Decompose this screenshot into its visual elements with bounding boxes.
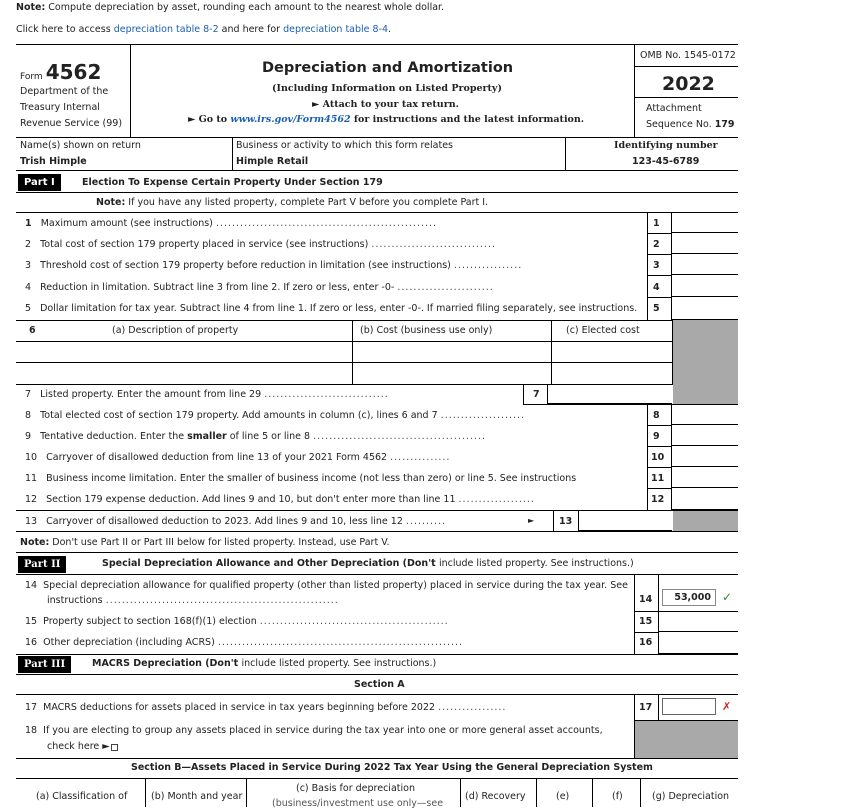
line-11-amount[interactable] — [672, 467, 738, 488]
line-12-bottom-rule — [16, 510, 738, 511]
line-1-row: 1 Maximum amount (see instructions) ....................................................... — [25, 218, 438, 229]
line-13-row: 13 Carryover of disallowed deduction to 2023. Add lines 9 and 10, less line 12 .......... — [25, 516, 447, 527]
line-1-box-rule — [647, 233, 671, 234]
goto-instruction: ► Go to www.irs.gov/Form4562 for instructions and the latest information. — [188, 114, 585, 125]
top-note: Note: Compute depreciation by asset, rounding each amount to the nearest whole dollar. — [16, 2, 445, 13]
line-6-elected-1[interactable] — [552, 342, 671, 361]
line-13-shaded — [673, 510, 738, 531]
section-a-heading: Section A — [354, 679, 405, 690]
line-8-box: 8 — [653, 410, 660, 421]
line-4-amount[interactable] — [672, 275, 738, 297]
line-9-box-rule — [647, 446, 671, 447]
ident-bottom-rule — [16, 170, 738, 171]
group-assets-checkbox[interactable] — [111, 744, 118, 751]
sec-b-divider-4 — [536, 778, 537, 807]
line-7-box-left — [523, 384, 524, 404]
col-a-header: (a) Description of property — [112, 325, 239, 336]
part-3-rule — [16, 674, 738, 675]
ident-divider-2 — [565, 137, 566, 170]
name-value: Trish Himple — [20, 156, 87, 167]
box-col2-left — [647, 404, 648, 510]
line-2-row: 2 Total cost of section 179 property placed in service (see instructions) ............................... — [25, 239, 496, 250]
line-18-row: 18 If you are electing to group any assets placed in service during the tax year into one or more general asset accounts, — [25, 725, 603, 736]
line-8-box-rule — [647, 425, 671, 426]
line-13-amount[interactable] — [579, 510, 672, 531]
omb-number: OMB No. 1545-0172 — [640, 50, 736, 61]
form-number: Form 4562 — [20, 60, 102, 84]
form-subtitle: (Including Information on Listed Property) — [272, 83, 502, 94]
sec-b-divider-3 — [460, 778, 461, 807]
line-7-box: 7 — [533, 389, 540, 400]
cross-icon: ✗ — [722, 700, 732, 713]
line-5-row: 5 Dollar limitation for tax year. Subtract line 4 from line 1. If zero or less, enter -0-. If married filing separately, see instructions. — [25, 303, 638, 314]
line-17-box: 17 — [639, 702, 653, 713]
irs-form-link[interactable]: www.irs.gov/Form4562 — [230, 114, 351, 125]
section-b-rule — [16, 778, 738, 779]
line-6-top-rule — [16, 320, 738, 321]
line-13-box: 13 — [559, 516, 573, 527]
line-7-row: 7 Listed property. Enter the amount from line 29 ............................... — [25, 389, 389, 400]
line-3-box: 3 — [653, 260, 660, 271]
line-4-box-rule — [647, 297, 671, 298]
sec-b-col-b: (b) Month and year — [151, 791, 243, 802]
department: Department of the Treasury Internal Revenue Service (99) — [20, 86, 123, 129]
line-11-box: 11 — [651, 473, 665, 484]
tax-year: 2022 — [662, 73, 715, 95]
part-2-end-rule — [16, 654, 738, 655]
sec-b-divider-1 — [145, 778, 146, 807]
part-1-title: Election To Expense Certain Property Under Section 179 — [82, 177, 383, 188]
line-9-amount[interactable] — [672, 425, 738, 446]
part-1-note-rule — [16, 212, 738, 213]
line-1-amount[interactable] — [672, 212, 738, 233]
line-16-amount[interactable] — [659, 632, 738, 654]
check-icon: ✓ — [722, 590, 733, 604]
attach-instruction: ► Attach to your tax return. — [312, 99, 459, 110]
line-17-input[interactable] — [662, 698, 716, 715]
section-b-heading: Section B—Assets Placed in Service During 2022 Tax Year Using the General Depreciation System — [131, 762, 653, 773]
line-8-amount[interactable] — [672, 404, 738, 425]
part-2-box-left — [634, 574, 635, 654]
col-c-header: (c) Elected cost — [566, 325, 640, 336]
line-6-cost-2[interactable] — [353, 363, 550, 383]
line-14-row: 14 Special depreciation allowance for qualified property (other than listed property) placed in service during the tax year. See — [25, 580, 628, 591]
line-12-box: 12 — [651, 494, 665, 505]
header-divider-left — [130, 44, 131, 137]
line-4-box: 4 — [653, 282, 660, 293]
name-label: Name(s) shown on return — [20, 140, 141, 151]
line-5-amount[interactable] — [672, 297, 738, 320]
part-2-tag: Part II — [18, 556, 66, 573]
header-bottom-rule — [16, 137, 738, 138]
header-divider-right — [634, 44, 635, 137]
line-6-cost-1[interactable] — [353, 342, 550, 361]
line-6-number: 6 — [29, 325, 36, 336]
line-3-row: 3 Threshold cost of section 179 property before reduction in limitation (see instructions) ................. — [25, 260, 523, 271]
line-10-row: 10 Carryover of disallowed deduction from line 13 of your 2021 Form 4562 ............... — [25, 452, 451, 463]
id-value: 123-45-6789 — [632, 156, 700, 167]
part-3-tag: Part III — [18, 656, 71, 673]
line-12-amount[interactable] — [672, 488, 738, 510]
sec-b-col-e: (e) — [556, 791, 570, 802]
part-2-title: Special Depreciation Allowance and Other Depreciation (Don't include listed property. See instructions.) — [102, 558, 634, 569]
omb-rule — [634, 66, 738, 67]
sec-b-col-c-cont: (business/investment use only—see — [272, 798, 444, 809]
line-2-box: 2 — [653, 239, 660, 250]
line-10-amount[interactable] — [672, 446, 738, 467]
sec-b-col-g: (g) Depreciation — [652, 791, 730, 802]
line-6-desc-1[interactable] — [17, 342, 351, 361]
year-rule — [634, 97, 738, 98]
sec-b-col-a: (a) Classification of — [36, 791, 128, 802]
business-label: Business or activity to which this form relates — [236, 140, 453, 151]
line-4-row: 4 Reduction in limitation. Subtract line 3 from line 2. If zero or less, enter -0- ........................ — [25, 282, 494, 293]
line-14-input[interactable]: 53,000 — [662, 589, 716, 606]
line-13-box-left — [553, 510, 554, 531]
line-14-box: 14 — [639, 594, 653, 605]
line-5-box: 5 — [653, 303, 660, 314]
table-links-note: Click here to access depreciation table 8-2 and here for depreciation table 8-4. — [16, 24, 392, 35]
line-10-box-rule — [647, 467, 671, 468]
line-2-box-rule — [647, 254, 671, 255]
line-15-box: 15 — [639, 616, 653, 627]
line-10-box: 10 — [651, 452, 665, 463]
id-label: Identifying number — [614, 140, 718, 151]
part-1-rule — [16, 192, 738, 193]
line-2-amount[interactable] — [672, 233, 738, 254]
depreciation-table-8-4-link[interactable]: depreciation table 8-4 — [283, 24, 389, 35]
note-2-rule — [16, 552, 738, 553]
sec-b-col-f: (f) — [612, 791, 623, 802]
line-16-row: 16 Other depreciation (including ACRS) ............................................................. — [25, 637, 464, 648]
business-value: Himple Retail — [236, 156, 309, 167]
line-8-row: 8 Total elected cost of section 179 property. Add amounts in column (c), lines 6 and 7 ..................... — [25, 410, 526, 421]
line-3-box-rule — [647, 275, 671, 276]
line-11-row: 11 Business income limitation. Enter the smaller of business income (not less than zero) or line 5. See instructions — [25, 473, 577, 484]
part-3-title: MACRS Depreciation (Don't include listed property. See instructions.) — [92, 658, 437, 669]
line-18-shaded — [635, 721, 738, 758]
line-6-desc-2[interactable] — [17, 363, 351, 383]
part-1-end-rule — [16, 531, 738, 532]
part-2-pre-note: Note: Don't use Part II or Part III below for listed property. Instead, use Part V. — [20, 537, 390, 548]
sec-b-col-d: (d) Recovery — [465, 791, 526, 802]
sequence-number: Sequence No. 179 — [646, 119, 735, 130]
line-7-amount[interactable] — [548, 384, 672, 404]
part-1-tag: Part I — [18, 174, 61, 191]
part-2-rule — [16, 574, 738, 575]
line-16-box: 16 — [639, 637, 653, 648]
sec-b-divider-2 — [246, 778, 247, 807]
form-title: Depreciation and Amortization — [262, 60, 514, 76]
line-3-amount[interactable] — [672, 254, 738, 275]
line-18-row-cont: check here ► — [47, 741, 110, 752]
line-1-box: 1 — [653, 218, 660, 229]
arrow-icon: ► — [528, 516, 535, 525]
line-9-box: 9 — [653, 431, 660, 442]
part-3-box-right — [658, 694, 659, 720]
line-18-rule — [16, 758, 738, 759]
line-17-row: 17 MACRS deductions for assets placed in service in tax years beginning before 2022 ................. — [25, 702, 507, 713]
section-a-rule — [16, 694, 738, 695]
sec-b-divider-5 — [592, 778, 593, 807]
line-15-amount[interactable] — [659, 611, 738, 632]
sec-b-divider-6 — [640, 778, 641, 807]
line-15-box-rule — [634, 632, 658, 633]
depreciation-table-8-2-link[interactable]: depreciation table 8-2 — [113, 24, 219, 35]
col-b-header: (b) Cost (business use only) — [360, 325, 493, 336]
line-12-row: 12 Section 179 expense deduction. Add lines 9 and 10, but don't enter more than line 11 ................... — [25, 494, 535, 505]
ident-divider-1 — [232, 137, 233, 170]
part-1-note: Note: If you have any listed property, complete Part V before you complete Part I. — [96, 197, 489, 208]
sec-b-col-c: (c) Basis for depreciation — [296, 783, 415, 794]
line-6-shaded — [673, 320, 738, 404]
attachment-label: Attachment — [646, 103, 702, 114]
line-11-box-rule — [647, 488, 671, 489]
line-14-row-cont: instructions .......................................................... — [47, 595, 339, 606]
line-6-elected-2[interactable] — [552, 363, 671, 383]
box-col-left — [647, 212, 648, 320]
line-9-row: 9 Tentative deduction. Enter the smaller of line 5 or line 8 ........................................... — [25, 431, 486, 442]
line-15-row: 15 Property subject to section 168(f)(1) election ............................................... — [25, 616, 449, 627]
header-top-rule — [16, 44, 738, 45]
